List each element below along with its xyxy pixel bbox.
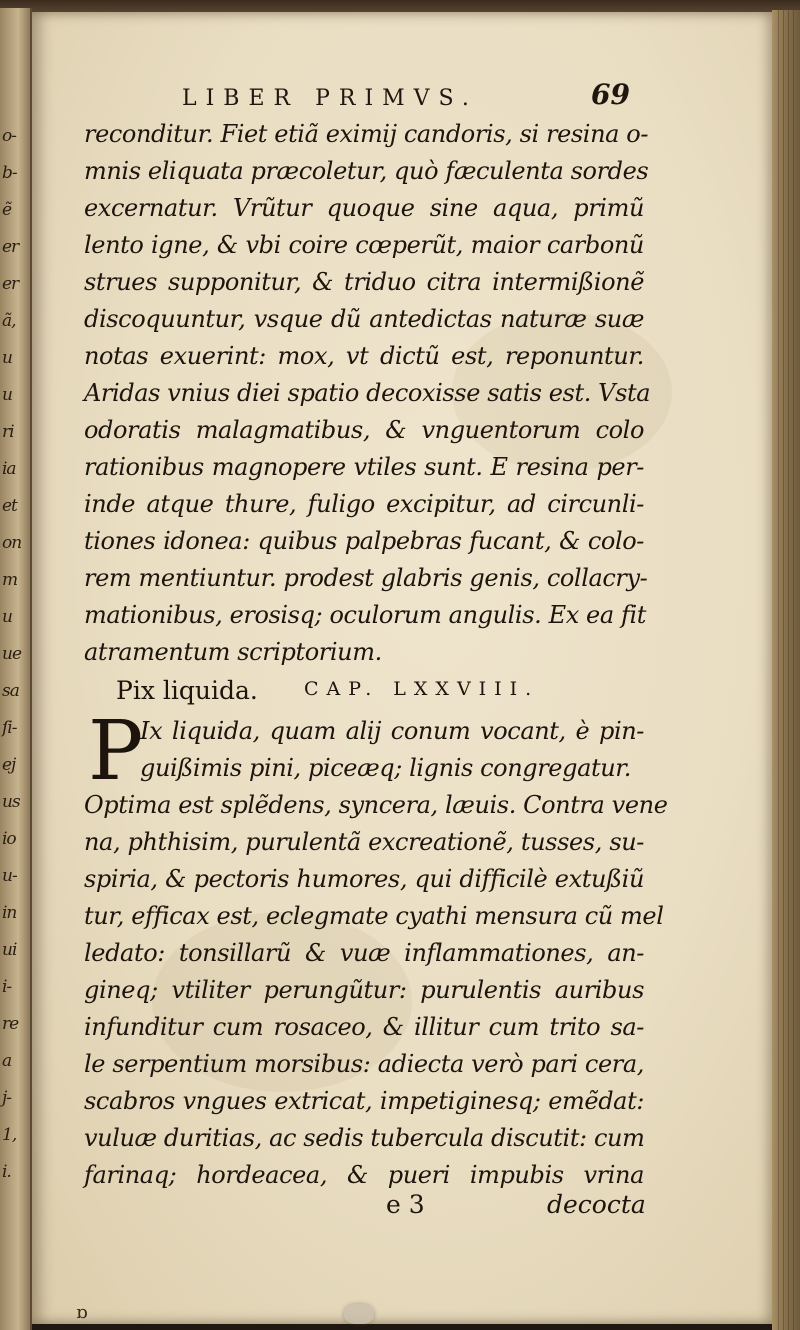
paragraph-2 bbox=[84, 787, 668, 1194]
margin-fragment: u bbox=[2, 385, 12, 405]
margin-fragment: m bbox=[2, 570, 18, 590]
text-line: reconditur. Fiet etiã eximij candoris, si resina o- bbox=[84, 120, 649, 148]
margin-fragment: a bbox=[2, 1051, 12, 1071]
text-line: ledato: tonsillarũ & vuæ inflammationes, an- bbox=[84, 939, 644, 967]
margin-fragment: ẽ bbox=[2, 200, 12, 220]
margin-fragment: 1, bbox=[2, 1125, 17, 1145]
text-line: discoquuntur, vsque dũ antedictas naturæ suæ bbox=[84, 305, 644, 333]
text-line: inde atque thure, fuligo excipitur, ad circunli- bbox=[84, 490, 644, 518]
text-line: tur, efficax est, eclegmate cyathi mensura cũ mel bbox=[84, 902, 664, 930]
text-line: guißimis pini, piceæq; lignis congregatur. bbox=[140, 754, 631, 782]
margin-fragment: o- bbox=[2, 126, 16, 146]
catchline bbox=[372, 1190, 646, 1230]
running-head bbox=[182, 78, 632, 118]
text-line: vuluæ duritias, ac sedis tubercula discutit: cum bbox=[84, 1124, 645, 1152]
margin-fragment: i. bbox=[2, 1162, 11, 1182]
book-page bbox=[32, 12, 772, 1324]
running-title: LIBER PRIMVS. bbox=[182, 86, 478, 111]
bottom-mark: ɒ bbox=[76, 1302, 88, 1323]
margin-fragment: b- bbox=[2, 163, 17, 183]
text-line: scabros vngues extricat, impetiginesq; emẽdat: bbox=[84, 1087, 644, 1115]
margin-fragment: u bbox=[2, 348, 12, 368]
page-block-edge bbox=[772, 10, 800, 1330]
margin-fragment: ue bbox=[2, 644, 22, 664]
text-line: infunditur cum rosaceo, & illitur cum trito sa- bbox=[84, 1013, 644, 1041]
margin-fragment: re bbox=[2, 1014, 19, 1034]
paragraph-1 bbox=[84, 116, 651, 671]
margin-fragment: sa bbox=[2, 681, 19, 701]
margin-fragment: i- bbox=[2, 977, 12, 997]
margin-fragment: er bbox=[2, 274, 19, 294]
margin-fragment: ſi- bbox=[2, 718, 17, 738]
paper-blot bbox=[344, 1304, 374, 1324]
margin-fragment: us bbox=[2, 792, 20, 812]
text-line: farinaq; hordeacea, & pueri impubis vrina bbox=[84, 1161, 644, 1189]
margin-fragment: on bbox=[2, 533, 22, 553]
margin-fragment: u- bbox=[2, 866, 17, 886]
chapter-heading bbox=[116, 676, 636, 712]
catchword: decocta bbox=[547, 1190, 646, 1219]
margin-fragment: j- bbox=[2, 1088, 12, 1108]
text-line: rem mentiuntur. prodest glabris genis, collacry- bbox=[84, 564, 648, 592]
text-line: strues supponitur, & triduo citra intermißionẽ bbox=[84, 268, 644, 296]
margin-fragment: u bbox=[2, 607, 12, 627]
text-line: Optima est splẽdens, syncera, læuis. Contra vene bbox=[84, 791, 668, 819]
text-line: odoratis malagmatibus, & vnguentorum colo bbox=[84, 416, 644, 444]
margin-fragment: ri bbox=[2, 422, 14, 442]
text-line: gineq; vtiliter perungũtur: purulentis auribus bbox=[84, 976, 644, 1004]
chapter-number: CAP. LXXVIII. bbox=[304, 678, 540, 700]
margin-fragment: ã, bbox=[2, 311, 16, 331]
facing-page-edge bbox=[0, 8, 32, 1330]
margin-fragment: ej bbox=[2, 755, 16, 775]
paragraph-2-opening bbox=[140, 713, 644, 787]
text-line: rationibus magnopere vtiles sunt. E resina per- bbox=[84, 453, 644, 481]
text-line: tiones idonea: quibus palpebras fucant, & colo- bbox=[84, 527, 644, 555]
margin-fragment: er bbox=[2, 237, 19, 257]
text-line: mnis eliquata præcoletur, quò fæculenta sordes bbox=[84, 157, 649, 185]
margin-fragment: et bbox=[2, 496, 17, 516]
text-line: le serpentium morsibus: adiecta verò pari cera, bbox=[84, 1050, 644, 1078]
text-line: atramentum scriptorium. bbox=[84, 638, 382, 666]
signature-mark: e 3 bbox=[386, 1190, 425, 1219]
margin-fragment: ia bbox=[2, 459, 16, 479]
margin-fragment: in bbox=[2, 903, 17, 923]
text-line: notas exuerint: mox, vt dictũ est, reponuntur. bbox=[84, 342, 644, 370]
text-line: Ix liquida, quam alij conum vocant, è pin- bbox=[140, 717, 644, 745]
text-line: lento igne, & vbi coire cœperũt, maior carbonũ bbox=[84, 231, 644, 259]
margin-fragment: io bbox=[2, 829, 16, 849]
text-line: spiria, & pectoris humores, qui difficilè extußiũ bbox=[84, 865, 644, 893]
folio-number: 69 bbox=[591, 78, 630, 111]
drop-initial: P bbox=[88, 704, 144, 799]
text-line: mationibus, erosisq; oculorum angulis. Ex ea fit bbox=[84, 601, 647, 629]
text-line: excernatur. Vrũtur quoque sine aqua, primũ bbox=[84, 194, 644, 222]
text-line: Aridas vnius diei spatio decoxisse satis est. Vsta bbox=[84, 379, 651, 407]
chapter-title: Pix liquida. bbox=[116, 676, 258, 705]
text-line: na, phthisim, purulentã excreationẽ, tusses, su- bbox=[84, 828, 644, 856]
margin-fragment: ui bbox=[2, 940, 17, 960]
